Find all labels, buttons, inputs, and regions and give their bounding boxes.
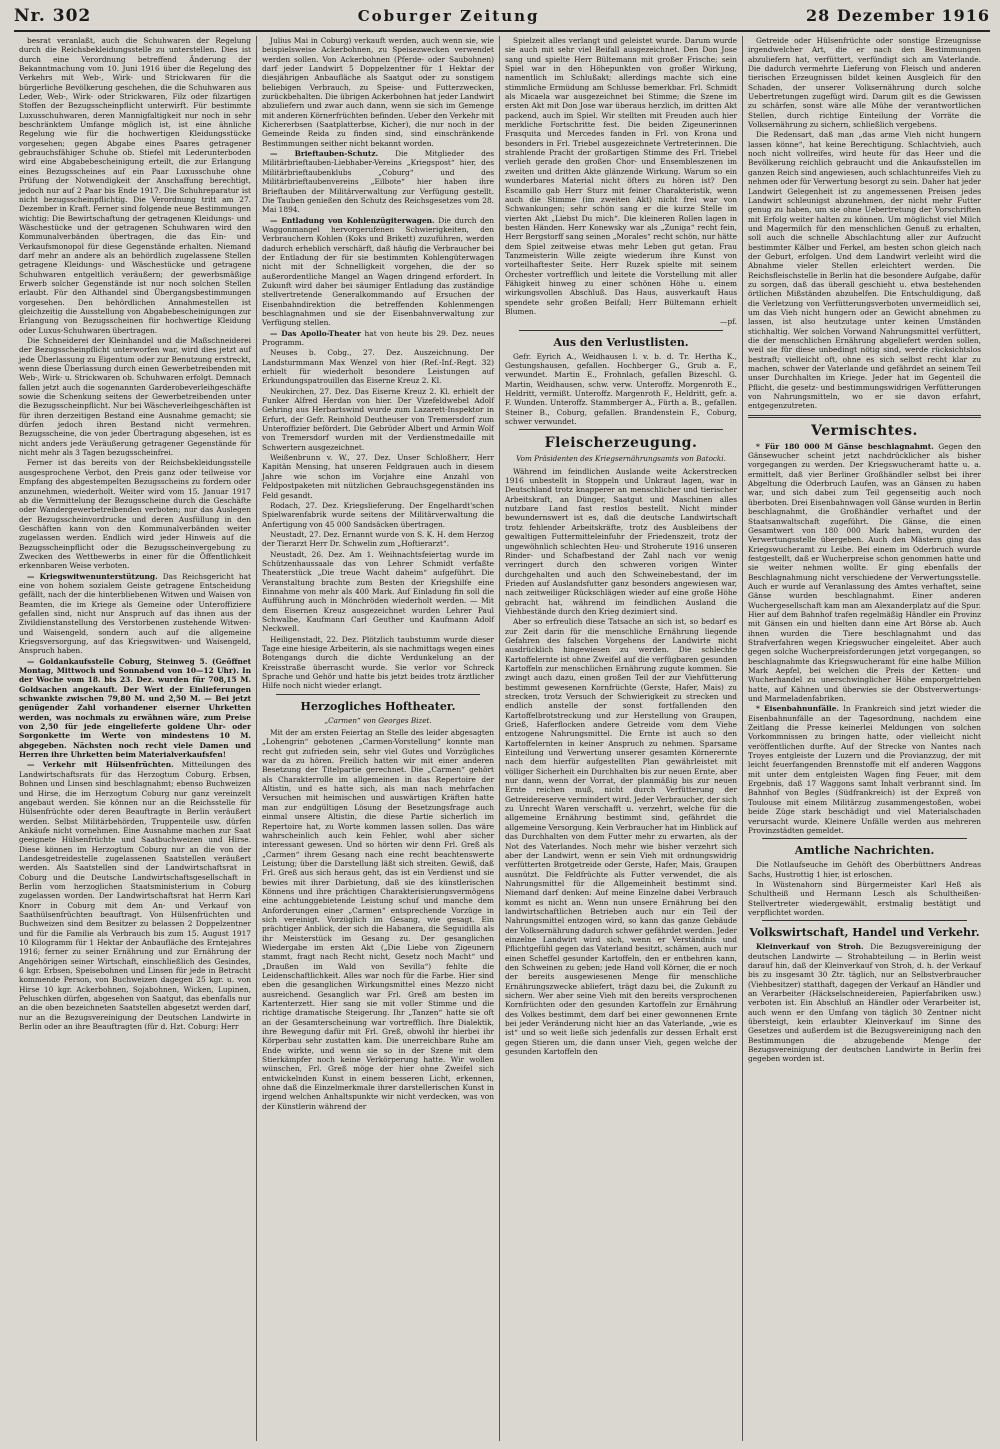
section-divider	[762, 838, 967, 839]
article-heading: Kleinverkauf von Stroh.	[756, 942, 864, 952]
issue-date: 28 Dezember 1916	[806, 6, 990, 25]
section-heading-fleischerzeugung: Fleischerzeugung.	[544, 435, 698, 452]
section-heading-volkswirtschaft: Volkswirtschaft, Handel und Verkehr.	[749, 926, 980, 940]
column-4	[743, 36, 986, 1441]
article-paragraph: Das Reichsgericht hat eine von hohem sozialem Geiste getragene Entscheidung gefällt, nach der die hinterbliebenen Witwen und Waisen von Beamten, die im Kriege als Gemeine oder Unteroffiziere gefallen sind, nicht nur Anspruch auf das ihnen aus der Zivildienstanstellung des Verstorbenen zustehende Witwen- und Waisengeld, sondern auch auf die allgemeine Kriegsversorgung, auf das Kriegswitwen- und Waisengeld, Anspruch haben.	[19, 571, 252, 656]
article-heading: — Entladung von Kohlenzügiterwagen.	[270, 215, 435, 225]
section-divider	[762, 920, 967, 921]
article-paragraph: In Frankreich sind jetzt wieder die Eisenbahnunfälle an der Tagesordnung, nachdem eine Zeitlang die Presse keinerlei Meldungen von solchen Vorkommnissen zu bringen hatte, oder vielleicht nicht veröffentlichen durfte. Auf der Strecke von Nantes nach Troyes entgleiste der Luzern und die Provianzzug, der mit leicht feuerfangenden Brennstoffe mit elf anderen Waggons mit unter dem entgleisten Wagen fing Feuer, mit dem Ergebnis, daß 17 Waggons samt Inhalt verbrannt sind. Im Bahnhof von Begles (Südfrankreich) ist der Expreß von Toulouse mit einem Militärzug zusammengestoßen, wobei beide Züge stark beschädigt und viel Materialschaden verursacht wurde. Kleinere Unfälle werden aus mehreren Provinzstädten gemeldet.	[748, 704, 981, 835]
issue-number: Nr. 302	[14, 6, 92, 26]
column-3	[500, 36, 743, 1441]
section-divider	[519, 330, 723, 331]
local-news-item: Neukirchen, 27. Dez. Das Eiserne Kreuz 2. Kl. erhielt der Funker Alfred Herdan von hier. Der Vizefeldwebel Adolf Gehring aus Herbartswind wurde zum Lazarett-Inspektor in Erfurt, der Gefr. Reinhold Deutheuser von Tremersdorf zum Unteroffizier befördert. Die Gebrüder Albert und Armin Wolf von Tremersdorf wurden mit der Verdienstmedaille mit Schwertern ausgezeichnet.	[262, 386, 494, 452]
article-paragraph: Die durch den Waggonmangel hervorgerufenen Schwierigkeiten, den Verbrauchern Kohlen (Koks und Brikett) zuzuführen, werden dadurch erheblich verschärft, daß häufig die Verbraucher bei der Entladung der für sie bestimmten Kohlengüterwagen nicht mit der Schnelligkeit vorgehen, die der so außerordentliche Mangel an Wagen dringend erfordert. In Zukunft wird daher bei säumiger Entladung das zuständige stellvertretende Generalkommando auf Ersuchen der Eisenbahndirektion die betreffenden Kohlenmengen beschlagnahmen und sie der Eisenbahnverwaltung zur Verfügung stellen.	[262, 215, 494, 328]
local-news-item: Neustadt, 27. Dez. Ernannt wurde von S. K. H. dem Herzog der Tierarzt Herr Dr. Schwelin zum „Hoftierarzt“.	[262, 529, 494, 549]
section-divider	[519, 429, 723, 430]
article-paragraph: Mitteilungen des Landwirtschaftsrats für das Herzogtum Coburg. Erbsen, Bohnen und Linsen sind beschlagnahmt; ebenso Buchweizen und Hirse, die im Herzogtum Coburg nur ganz vereinzelt angebaut werden. Sie können nur an die Reichsstelle für Hülsenfrüchte oder deren Beauftragte in Berlin veräußert werden. Selbst Militärbehörden, Truppenteile usw. dürfen Ankäufe nicht vornehmen. Eine Ausnahme machen zur Saat geeignete Hülsenfrüchte und Saatbuchweizen und Hirse. Diese können im Herzogtum Coburg nur an die von der Landesgetreidestelle zugelassenen Saatstellen veräußert werden. Als Saatstellen sind der Landwirtschaftsrat in Coburg und die Deutsche Landwirtschaftsgesellschaft in Berlin vom herzoglichen Staatsministerium in Coburg zugelassen worden. Der Landwirtschaftsrat hat Herrn Karl Knorr in Coburg mit dem An- und Verkauf von Saathülsenfrüchten beauftragt. Von Hülsenfrüchten und Buchweizen sind dem Besitzer zu belassen 2 Doppelzentner und für die Familie als Verbrauch bis zum 15. August 1917 10 Kilogramm für 1 Hektar der Anbaufläche des Erntejahres 1916; ferner zu seiner Ernährung und zur Ernährung der Angehörigen seiner Wirtschaft, einschließlich des Gesindes, 6 kgr. Erbsen, Speisebohnen und Linsen für jede in Betracht kommende Person, von Buchweizen dagegen 25 kgr. u. von Hirse 10 kgr. Ackerbohnen, Sojabohnen, Wicken, Lupinen, Peluschken dürfen, abgesehen von Saatgut, das ebenfalls nur an die oben bezeichneten Saatstellen abgesetzt werden darf, nur an die Bezugsvereinigung der Deutschen Landwirte in Berlin oder an ihre Beauftragten (für d. Hzt. Coburg: Herr	[19, 760, 251, 1032]
article-paragraph: Ferner ist das bereits von der Reichsbekleidungsstelle ausgesprochene Verbot, den Preis ganz oder teilweise vor Empfang des abgestempelten Bezugsscheins zu fordern oder anzunehmen, wiederholt. Weiter wird vom 15. Januar 1917 ab die Vermittelung der Bezugsscheine durch die Geschäfte oder Wandergewerbetreibenden verboten; nur das Auslegen der Bezugsscheinvordrucke und deren Ausfüllung in den Geschäften kann von den Kommunalverbänden weiter zugelassen werden. Endlich wird jeder Hinweis auf die Bezugsscheinpflicht oder die Bezugsscheinvergebung zu Zwecken des Wettbewerbs in einer für die Öffentlichkeit erkennbaren Weise verboten.	[19, 458, 251, 571]
section-divider	[276, 694, 480, 695]
article-paragraph: Die Schneiderei der Kleinhandel und die Maßschneiderei der Bezugsscheinpflicht unterworfen war, wird dies jetzt auf jede Überlassung zu Eigentum oder zur Benutzung erstreckt, wenn diese Überlassung durch einen Gewerbetreibenden mit Web-, Wirk- u. Strickwaren ob. Schuhwaren erfolgt. Demnach fallen jetzt auch die sogenannten Garderobeverleihgeschäfte sowie die Schenkung seitens der Gewerbetreibenden unter die Bezugsscheinpflicht. Nur bei Wäscheverleihgeschäften ist für ihren derzeitigen Bestand eine Ausnahme gemacht; sie dürfen jedoch ihren Bestand nicht vermehren. Bezugsscheine, die von jeder Übertragung abgesehen, ist es nicht anders jede Veräußerung getragener Gegenstände für nicht mehr als 3 Tagen bezugsscheinfrei.	[19, 336, 251, 458]
article-paragraph: In Wüstenahorn sind Bürgermeister Karl Heß als Schultheiß und Hermann Lesch als Schultheißen-Stellvertreter wiedergewählt, erstmalig bestätigt und verpflichtet worden.	[748, 879, 981, 917]
article-heading: — Brieftauben-Schutz.	[270, 149, 379, 159]
article-paragraph: Die Redensart, daß man „das arme Vieh nicht hungern lassen könne“, hat keine Berechtigung. Schlachtvieh, auch noch nicht vollreifes, wird heute für das Heer und die Bevölkerung reichlich gebraucht und die Ankaufsstellen im ganzen Reich sind angewiesen, auch schlachtunreifes Vieh zu nehmen oder für Verwertung besorgt zu sein. Daher hat jeder Landwirt Gelegenheit ist zu angemessenen Preisen jedes Landwirt schleunigst abzunehmen, der nicht mehr Futter genug zu haben, um sie ohne Uebertretung der Vorschriften mit Erfolg weiter halten zu können. Um möglichst viel Milch und Magermilch für den menschlichen Genuß zu erhalten, soll auch die schnelle Abschlachtung aller zur Aufzucht bestimmter Kälber und Ferkel, am besten schon gleich nach der Geburt, erfolgen. Und dem Landwirt verleiht wird die Abnahme vieler Stellen erleichtert werden. Die Reichsfleischstelle in Berlin hat die besondere Aufgabe, dafür zu sorgen, daß das überall geschieht u. etwa bestehenden örtlichen Mißständen abzuhelfen. Die Entschuldigung, daß die Verletzung von Verfütterungsverboten unvermeidlich sei, um das Vieh nicht hungern oder an Gewicht abnehmen zu lassen, ist also heutzutage unter keinen Umständen stichhaltig. Wer solchen Vorwand Nahrungsmittel verfüttert, die der menschlichen Ernährung abgeliefert werden sollen, weil sie für diese unbedingt nötig sind, werde rücksichtslos bestraft; vielleicht oft, ohne es sich selbst recht klar zu machen, schwer der Vaterlande und gefährdet an seinem Teil unser Durchhalten im Kriege. Jeder hat im Gegenteil die Pflicht, die gesetz- und bestimmungswidrigen Verfütterungen von Nahrungsmitteln, wo er sie davon erfahrt, entgegenzutreten.	[748, 130, 981, 411]
article-paragraph: Gefr. Eyrich A., Weidhausen l. v. b. d. Tr. Hertha K., Gestungshausen, gefallen. Hochberger G., Grub a. F., verwundet. Martin E., Frohnlach, gefallen Bizeschl. G. Martin, Weidhausen, schw. verw. Unteroffz. Morgenroth E., Heldritt, vermißt. Unteroffz. Margenroth F., Heldritt, gefr. a. F. Wunden. Unteroffz. Stammberger A., Fürth a. B., gefallen. Steiner B., Coburg, gefallen. Brandenstein F., Coburg, schwer verwundet.	[505, 351, 737, 427]
local-news-item: Rodach, 27. Dez. Kriegslieferung. Der Engelhardt'schen Spielwarenfabrik wurde seitens der Militärverwaltung die Anfertigung von 45 000 Sandsäcken übertragen.	[262, 500, 494, 529]
masthead	[14, 6, 990, 32]
article-heading: — Goldankaufsstelle Coburg, Steinweg 5.	[27, 656, 208, 666]
article-paragraph: Getreide oder Hülsenfrüchte oder sonstige Erzeugnisse irgendwelcher Art, die er nach den Bestimmungen abzuliefern hat, verfüttert, verfündigt sich am Vaterlande. Die dadurch vermehrte Lieferung von Fleisch und anderen tierischen Erzeugnissen bildet keinen Ausgleich für den Schaden, der unserer Volksernährung durch solche Uebertretungen zugefügt wird. Darum gilt es die Gewissen zu schärfen, sonst wäre alle Mühe der verantwortlichen Stellen, durch richtige Einteilung der Vorräte die Volksernährung zu sichern, schließlich vergebens.	[748, 36, 981, 130]
article-heading: — Verkehr mit Hülsenfrüchten.	[27, 760, 174, 770]
local-news-item: Neustadt, 26. Dez. Am 1. Weihnachtsfeiertag wurde im Schützenhaussaale das von Lehrer Schmidt verfaßte Theaterstück „Die treue Wacht daheim“ aufgeführt. Die Veranstaltung brachte zum Besten der Kriegshilfe eine Einnahme von mehr als 400 Mark. Auf Einladung fin soll die Aufführung auch in Mönchröden wiederholt werden. — Mit dem Eisernen Kreuz ausgezeichnet wurden Lehrer Paul Schwalbe, Kaufmann Carl Geuther und Kaufmann Adolf Neckwell.	[262, 549, 494, 634]
section-heading-verlustlisten: Aus den Verlustlisten.	[553, 335, 689, 349]
section-heading-hoftheater: Herzogliches Hoftheater.	[300, 699, 456, 713]
article-paragraph: Mit der am ersten Feiertag an Stelle des leider abgesagten „Lohengrin“ gebotenen „Carmen-Vorstellung“ konnte man recht gut zufrieden sein, sehr viel Gutes und Vorzügliches war da zu hören. Freilich hatten wir mit einer anderen Besetzung der Titelpartie gerechnet. Die „Carmen“ gehört als Charakterrolle im allgemeinen in das Repertoire der Altistin, und es hatte sich, als man nach mehrfachen Versuchen mit heimischen und auswärtigen Kräften hatte man zur endgültigen Lösung der Besetzungsfrage auch einmal unsere Altistin, die diese Partie sicherlich im Repertoire hat, zu Worte kommen lassen sollen. Das wäre wahrscheinlich auch kein Fehler, wohl aber sicher interessant gewesen. Und so hörten wir denn Frl. Greß als „Carmen“ ihrem Gesang nach eine recht beachtenswerte Leistung; über die Darstellung läßt sich streiten. Gewiß, daß Frl. Greß aus sich heraus geht, das ist ein Verdienst und sie bewies mit ihrer Darbietung, daß sie des künstlerischen Könnens und ihre prächtigen Charakterisierungsvermögens eine achtunggebietende Leistung schuf und manche dem Anforderungen einer „Carmen“ entsprechende Vorzüge in sich vereinigt. Vorzüglich im Gesang, wie gesagt. Ein prächtiger Anblick, der sich die Habanera, die Seguidilla als ihr Meisterstück im Gesang zu. Der gesanglichen Wiedergabe im ersten Akt („Die Liebe von Zigeunern stammt, fragt nach Recht nicht, Gesetz noch Macht“ und „Draußen im Wald von Sevilla“) fehlte die Leidenschaftlichkeit. Alles war noch für die Farbe. Hier sind eben die gesanglichen Wirkungsmittel eines Mezzo nicht ausreichend. Gesanglich war Frl. Greß am besten im Kartenterzett. Hier sang sie mit voller Stimme und die richtige dramatische Steigerung. Ihr „Tanzen“ hatte sie oft an der Gesamterscheinung war vortrefflich. Ihre Dialektik, ihre Bewegung dafür mit Frl. Greß, obwohl ihr hierbei ihr Körperbau sehr zustatten kam. Die unerreichbare Ruhe am Ende wirkte, und wenn sie so in der Szene mit dem Stierkämpfer noch keine Verkörperung hatte. Wir wollen wünschen, Frl. Greß möge der hier ohne Zweifel sich entwickelnden Kunst in einem besseren Licht, erkennen, ohne daß die Einzelmerkmale ihrer darstellerischen Kunst in irgend welchen Anhaltspunkte wir nicht verdecken, was von der Künstlerin während der	[262, 728, 494, 1111]
article-paragraph: Gegen den Gänsewucher scheint jetzt nachdrücklicher als bisher vorgegangen zu werden. Der Kriegswucheramt hatte u. a. ermittelt, daß vier Berliner Großhändler selbst bei ihrer Abgeltung die Oderbruch Laufen, was an Gänsen zu haben war, und sich dabei zum Teil gegenseitig auch noch überboten. Drei Eisenbahnwagen voll Gänse wurden in Berlin beschlagnahmt, die Großhändler verhaftet und der Staatsanwaltschaft zugeführt. Die Gänse, die einen Gesamtwert von 180 000 Mark haben, wurden der Verwertungsstelle übergeben. Auch den Mästern ging das Kriegswucheramt zu Leibe. Bei einem im Oderbruch wurde festgestellt, daß er Wucherpreise schon genommen hatte und sie weiter nehmen wollte. Er ging ebenfalls der Beschlagnahmung nicht verschiedene der Verwertungsstelle. Auch er wurde auf Veranlassung des Amtes verhaftet, seine Gänse wurden beschlagnahmt. Einer anderen Wuchergesellschaft kam man am Alexanderplatz auf die Spur. Hier auf dem Bahnhof trafen regelmäßig Händler ein Provinz mit Gänsen ein und hielten dann eine Art Börse ab. Auch ihnen wurden die Tiere beschlagnahmt und das Strafverfahren wegen Kriegswucher eingeleitet. Aber auch gegen solche Wucherpreisforderungen jetzt vorgegangen, so beschlagnahmte das Kriegswucheramt für eine halbe Million Mark Aepfel, bei welchen die Preis der Ketten- und Wucherhandel zu unerschwinglicher Höhe emporgetrieben hatte, auf Kähnen und überwies sie der Obstverwertungs- und Marmeladenfabriken.	[748, 441, 981, 704]
article-heading: — Kriegswitwenunterstützung.	[27, 571, 158, 581]
local-news-item: Neuses b. Cobg., 27. Dez. Auszeichnung. Der Landsturmmann Max Wenzel von hier (Ref.-Inf.-Regt. 32) erhielt für wiederholt besondere Leistungen auf Erkundungspatrouillen das Eiserne Kreuz 2. Kl.	[262, 348, 494, 386]
local-news-item: Heiligenstadt, 22. Dez. Plötzlich taubstumm wurde dieser Tage eine hiesige Arbeiterin, als sie nachmittags wegen eines Botengangs durch die dichte Verdunkelung an der Kreisstraße überrascht wurde. Sie verlor vor Schreck Sprache und Gehör und hatte bis jetzt beides trotz ärztlicher Hilfe noch nicht wieder erlangt.	[262, 634, 494, 691]
article-paragraph: Die Mitglieder des Militärbrieftauben-Liebhaber-Vereins „Kriegspost“ hier, des Militärbrieftaubenklubs „Coburg“ und des Militärbrieftaubenvereins „Eilbote“ hier haben ihre Brieftauben der Militärverwaltung zur Verfügung gestellt. Die Tauben genießen den Schutz des Reichsgesetzes vom 28. Mai 1894.	[262, 149, 494, 215]
article-heading: — Das Apollo-Theater	[270, 328, 361, 338]
article-paragraph: Spielzeit alles verlangt und geleistet wurde. Darum wurde sie auch mit sehr viel Beifall ausgezeichnet. Den Don Jose sang und spielte Herr Bültemann mit großer Frische; sein Spiel war in den Höhepunkten von großer Wirkung, namentlich im Schlußakt; allerdings machte sich eine stimmliche Ermüdung am Schlusse bemerkbar. Frl. Schmidt als Micaela war ausgezeichnet bei Stimme; die Szene im ersten Akt mit Don Jose war überaus herzlich, im dritten Akt packend, auch im Spiel. Wir stellten mit Freuden auch hier merkliche Fortschritte fest. Die beiden Zigeunerinnen Frasquita und Mercedes fanden in Frl. von Krona und besonders in Frl. Triebel ausgezeichnete Vertreterinnen. Die strahlende Pracht der großartigen Stimme des Frl. Triebel verlieh gerade den großen Chor- und Ensembleszenen im zweiten und dritten Akte glänzende Wirkung. Warum so ein wunderbares Material nicht öfters zu hören ist? Den Escamillo gab Herr Sturz mit feiner Charakteristik, wenn auch die Stimme (im zweiten Akt) nicht frei war von Schwankungen; sehr schön sang er die kurze Stelle im vierten Akt „Liebst Du mich“. Die kleineren Rollen lagen in besten Händen. Herr Konewsky war als „Zuniga“ recht fein, Herr Bergstorff sang seinen „Morales“ recht schön, nur hätte dem Spiel zeitweise etwas mehr Leben gut getan. Frau Tanzmeisterin Wille zeigte wiederum ihre Kunst von vorteilhaftester Seite. Herr Ruzek spielte mit seinem Orchester vortrefflich und leitete die Vorstellung mit aller Fähigkeit hinweg zu einer schönen Höhe u. einem wirkungsvollen Abschluß. Das Haus, ausverkauft Haus spendete sehr großen Beifall; Herr Bültemann erhielt Blumen.	[505, 36, 737, 316]
section-divider	[748, 415, 981, 418]
newspaper-title: Coburger Zeitung	[357, 7, 540, 25]
section-heading-vermischtes: Vermischtes.	[811, 422, 918, 439]
article-paragraph: Die Bezugsvereinigung der deutschen Landwirte — Strohabteilung — in Berlin weist darauf hin, daß der Kleinverkauf von Stroh, d. h. der Verkauf bis zu insgesamt 30 Ztr. täglich, nur an Selbstverbraucher (Viehbesitzer) statthaft, dagegen der Verkauf an Händler und an Verarbeiter (Häckselschneidereien, Papierfabriken usw.) verboten ist. Ein Abschluß an Händler oder Verarbeiter ist, auch wenn er den Umfang von täglich 30 Zentner nicht übersteigt, kein erlaubter Kleinverkauf im Sinne des Gesetzes und außerdem ist die Bezugsvereinigung nach den Bestimmungen die abzugebende Menge der Bezugsvereinigung der deutschen Landwirte in Berlin frei gegeben worden ist.	[748, 942, 981, 1064]
author-signature: —pf.	[720, 317, 737, 327]
article-paragraph: Aber so erfreulich diese Tatsache an sich ist, so bedarf es zur Zeit darin für die menschliche Ernährung liegende Gefahren des falschen Vorgehens der Landwirte nicht ausdrücklich hingewiesen zu werden. Die schlechte Kartoffelernte ist ohne Zweifel auf die verfügbaren gesunden Kartoffeln zur menschlichen Ernährung zugute kommen. Sie zwingt auch dazu, einen großen Teil der zur Viehfütterung bestimmt gewesenen Kornfrüchte (Gerste, Hafer, Mais) zu strecken, trotz Versuch der Schwierigkeit zu strecken und endlich anstelle der sonst fortfallenden den Kartoffelbrotstreckung und zur Herstellung von Graupen, Grieß, Haferflocken andere Getreide vom dem Viehe entzogene Nahrungsmittel. Die Ernte ist auch so den Kartoffelernten in keiner Anspruch zu nehmen. Sparsame Einteilung und Verwertung unserer gesamten Körnerernte nach dem hierfür aufgestellten Plan gewährleistet mit völliger Sicherheit ein Durchhalten bis zur neuen Ernte, aber nur dann, wenn der Vorrat, der planmäßig bis zur neuen Ernte reichen muß, nicht durch Verfütterung der Getreidereserve vermindert wird. Jeder Verbraucher, der sich zu Unrecht Waren verschafft u. verzehrt, welche für die allgemeine Ernährung bestimmt sind, gefährdet die allgemeine Versorgung. Kein Verbraucher hat im Hinblick auf das Durchhalten von dem Futter mehr zu erwarten, als der Not des Vaterlandes. Noch mehr wie bisher verzehrt sich aber der Landwirt, wenn er sein Vieh mit ordnungswidrig verfütterten Brotgetreide oder Gerste, Hafer, Mais, Graupen ausnützt. Die Feldfrüchte als Futter verwendet, die als Nahrungsmittel für die Allgemeinheit bestimmt sind. Niemand darf denken: Auf meine Einzelne dabei Verbrauch kommt es nicht an. Wenn nun unsere Ernährung bei den landwirtschaftlichen Betrieben auch nur ein Teil der Nahrungsmittel entzogen wird, so kann das ganze Gebäude der Volksernährung dadurch schwer gefährdet werden. Jeder einzelne Landwirt wird sich, wenn er Verständnis und Pflichtgefühl gegen das Vaterland besitzt, schämen, auch nur einen Scheffel gesunder Kartoffeln, den er entbehren kann, den Schweinen zu geben; jede Hand voll Körner, die er noch der bereits ausgewiesenen Menge für menschliche Ernährungszwecke abliefert, trägt dazu bei, die Zukunft zu sichern. Wer aber seine Vieh mit den bereits versprochenen Kornfrüchten oder den gesunden Kartoffeln zur Ernährung des Volkes bestimmt, dem darf bei einer gewonnenen Ernte bei jeder Veränderung nicht hier an das Vaterlande, „wie es ist“ und so weit ließe sich jedenfalls zur dessen Erhalt erst gegen Stieren um, die dann unser Vieh, gegen welche der gesunden Kartoffeln den	[505, 617, 738, 1057]
column-1	[14, 36, 257, 1441]
column-2	[257, 36, 500, 1441]
article-paragraph: besrat veranlaßt, auch die Schuhwaren der Regelung durch die Reichsbekleidungsstelle zu unterstellen. Dies ist durch eine Verordnung betreffend Änderung der Bekanntmachung vom 10. Juni 1916 über die Regelung des Verkehrs mit Web-, Wirk- und Strickwaren für die bürgerliche Bevölkerung geschehen, die die Schuhwaren aus Leder, Web-, Wirk- oder Strickwaren, Filz oder filzartigen Stoffen der Bezugsscheinpflicht unterwirft. Für bestimmte Luxusschuhwaren, deren Mannigfaltigkeit nur noch in sehr beschränktem Umfange möglich ist, ist eine ähnliche Regelung wie für die hochwertigen Kleidungsstücke vorgesehen; gegen Abgabe eines Paares getragener gebrauchsfähiger Schuhe ob. Stiefel mit Lederunterboden wird eine Abgabebescheinigung erteilt, die zur Erlangung eines Bezugsscheines auf ein Paar Luxusschuhe ohne Prüfung der Notwendigkeit der Anschaffung berechtigt, jedoch nur auf 2 Paar bis Ende 1917. Die Schuhreparatur ist nicht bezugsscheinpflichtig. Die Verordnung tritt am 27. Dezember in Kraft. Ferner sind folgende neue Bestimmungen wichtig: Die Bewirtschaftung der getragenen Kleidungs- und Wäschestücke und der getragenen Schuhwaren wird den Kommunalverbänden übertragen, die das Ein- und Verkaufsmonopol für diese Gegenstände erhalten. Niemand darf mehr an andere als an behördlich zugelassene Stellen getragene Kleidungs- und Wäschestücke und getragene Schuhwaren entgeltlich veräußern; der gewerbsmäßige Erwerb solcher Gegenstände ist nur noch solchen Stellen erlaubt. Für den Althandel sind Übergangsbestimmungen vorgesehen. Den behördlichen Annahmestellen ist gleichzeitig die Ausstellung von Abgabebescheinigungen zur Erlangung von Bezugsscheinen für hochwertige Kleidung oder Luxus-Schuhwaren übertragen.	[19, 36, 251, 335]
article-paragraph: (Geöffnet Montag, Mittwoch und Sonnabend von 10—12 Uhr). In der Woche vom 18. bis 23. Dez. wurden für 708,15 M. Goldsachen angekauft. Der Wert der Einlieferungen schwankte zwischen 79,80 M. und 2,50 M. — Bei jetzt genügender Zahl vorhandener eiserner Uhrketten werden, was nochmals zu erwähnen wäre, zum Preise von 2,50 für jede eingelieferte goldene Uhr- oder Sorgonkette im Werte von mindestens 10 M. abgegeben. Nächsten noch recht viele Damen und Herren ihre Uhrketten beim Materialverkaufsfen!	[19, 656, 251, 760]
article-paragraph: hat von heute bis 29. Dez. neues Programm.	[262, 328, 494, 347]
section-subheading: „Carmen“ von Georges Bizet.	[324, 715, 432, 725]
section-heading-amtliche-nachrichten: Amtliche Nachrichten.	[794, 844, 935, 858]
local-news-item: Weißenbrunn v. W., 27. Dez. Unser Schloßherr, Herr Kapitän Mensing, hat unseren Feldgrauen auch in diesem Jahre wie schon im Vorjahre eine Anzahl von Feldpostpaketen mit nützlichen Gebrauchsgegenständen ins Feld gesandt.	[262, 453, 494, 500]
article-heading: * Für 180 000 M Gänse beschlagnahmt.	[756, 441, 934, 451]
article-heading: * Eisenbahnunfälle.	[756, 704, 839, 714]
columns	[14, 36, 990, 1441]
article-paragraph: Während im feindlichen Auslande weite Ackerstrecken 1916 unbestellt in Stoppeln und Unkraut lagen, war in Deutschland trotz knapperer an menschlicher und tierischer Arbeitskraft, an Dünger, Saatgut und Maschinen alles nutzbare Land fast restlos bestellt. Nicht minder bewundernswert ist es, daß die deutsche Landwirtschaft trotz fehlender Arbeitskräfte, trotz des Ausbleibens der gewaltigen Futtermitteleinfuhr der Friedenszeit, trotz der ungewöhnlich schlechten Heu- und Stroherute 1916 unseren Rinder- und Schafbestand der Zahl nach vor wenig verringert durch den schweren vorigen Winter durchgehalten und auch den Schweinebestand, der im Frieden auf Auslandsfutter ganz besonders angewiesen war, nach zeitweiliger Rückschlägen wieder auf eine große Höhe gebracht hat, während im feindlichen Ausland die Viehbestände durch den Krieg dezimiert sind.	[505, 466, 737, 616]
section-subheading: Vom Präsidenten des Kriegsernährungsamts von Batocki.	[516, 454, 726, 464]
article-paragraph: Julius Mai in Coburg) verkauft werden, auch wenn sie, wie beispielsweise Ackerbohnen, zu Speisezwecken verwendet werden sollen. Von Ackerbohnen (Pferde- oder Saubohnen) darf jeder Landwirt 5 Doppelzentner für 1 Hektar der diesjährigen Anbaufläche als Saatgut oder zu sonstigem beliebigen Verbrauch, zu Speise- und Futterzwecken, zurückbehalten. Die übrigen Ackerbohnen hat jeder Landwirt abzuliefern und zwar auch dann, wenn sie sich im Gemenge mit anderen Körnerfrüchten befinden. Ueber den Verkehr mit Kichererbsen (Saatplatterbse, Kicher), die nur noch in der Gemeinde Reida zu finden sind, sind einschränkende Bestimmungen seither nicht bekannt worden.	[262, 36, 494, 148]
article-paragraph: Die Notlaufseuche im Gehöft des Oberbüttners Andreas Sachs, Hustrottig 1 hier, ist erloschen.	[748, 860, 981, 879]
